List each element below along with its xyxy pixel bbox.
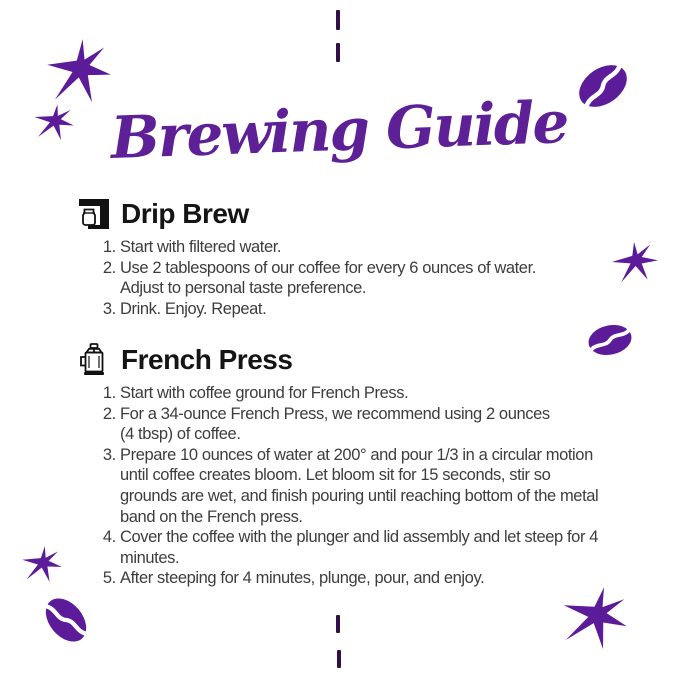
step-item: 1. Start with coffee ground for French Press. (120, 383, 606, 404)
french-press-icon (76, 342, 112, 378)
step-item: 3. Drink. Enjoy. Repeat. (120, 299, 562, 320)
section-drip-brew-header (76, 196, 616, 232)
section-french-press-header (76, 342, 616, 378)
section-drip-brew (76, 196, 616, 319)
star-mid-right (609, 239, 660, 285)
section-french-press (76, 342, 616, 589)
page-title: Brewing Guide (109, 88, 569, 172)
dashed-line-top (336, 43, 340, 62)
coffee-bean-icon (567, 51, 640, 120)
dashed-line-bottom (336, 615, 340, 633)
dashed-line-top (336, 10, 340, 30)
star-top-left-small (32, 102, 76, 142)
star-bottom-right (556, 580, 633, 654)
french-press-steps (76, 383, 606, 589)
step-item: 2. Use 2 tablespoons of our coffee for every 6 ounces of water. Adjust to personal taste preference. (120, 258, 562, 299)
step-item: 1. Start with filtered water. (120, 237, 562, 258)
coffee-bean-icon (33, 586, 100, 654)
star-top-left-large (46, 38, 112, 104)
step-item: 4. Cover the coffee with the plunger and lid assembly and let steep for 4 minutes. (120, 527, 606, 568)
drip-brew-steps (76, 237, 562, 319)
star-bottom-left (21, 545, 63, 584)
step-item: 3. Prepare 10 ounces of water at 200° and pour 1/3 in a circular motion until coffee creates bloom. Let bloom sit for 15 seconds, stir so grounds are wet, and finish pouring until reaching bottom of the metal band on the French press. (120, 445, 606, 527)
drip-coffee-maker-icon (76, 196, 112, 232)
section-heading: Drip Brew (121, 198, 249, 229)
step-item: 5. After steeping for 4 minutes, plunge, pour, and enjoy. (120, 568, 606, 589)
step-item: 2. For a 34-ounce French Press, we recommend using 2 ounces (4 tbsp) of coffee. (120, 404, 606, 445)
section-heading: French Press (121, 344, 293, 375)
dashed-line-bottom (337, 650, 341, 668)
